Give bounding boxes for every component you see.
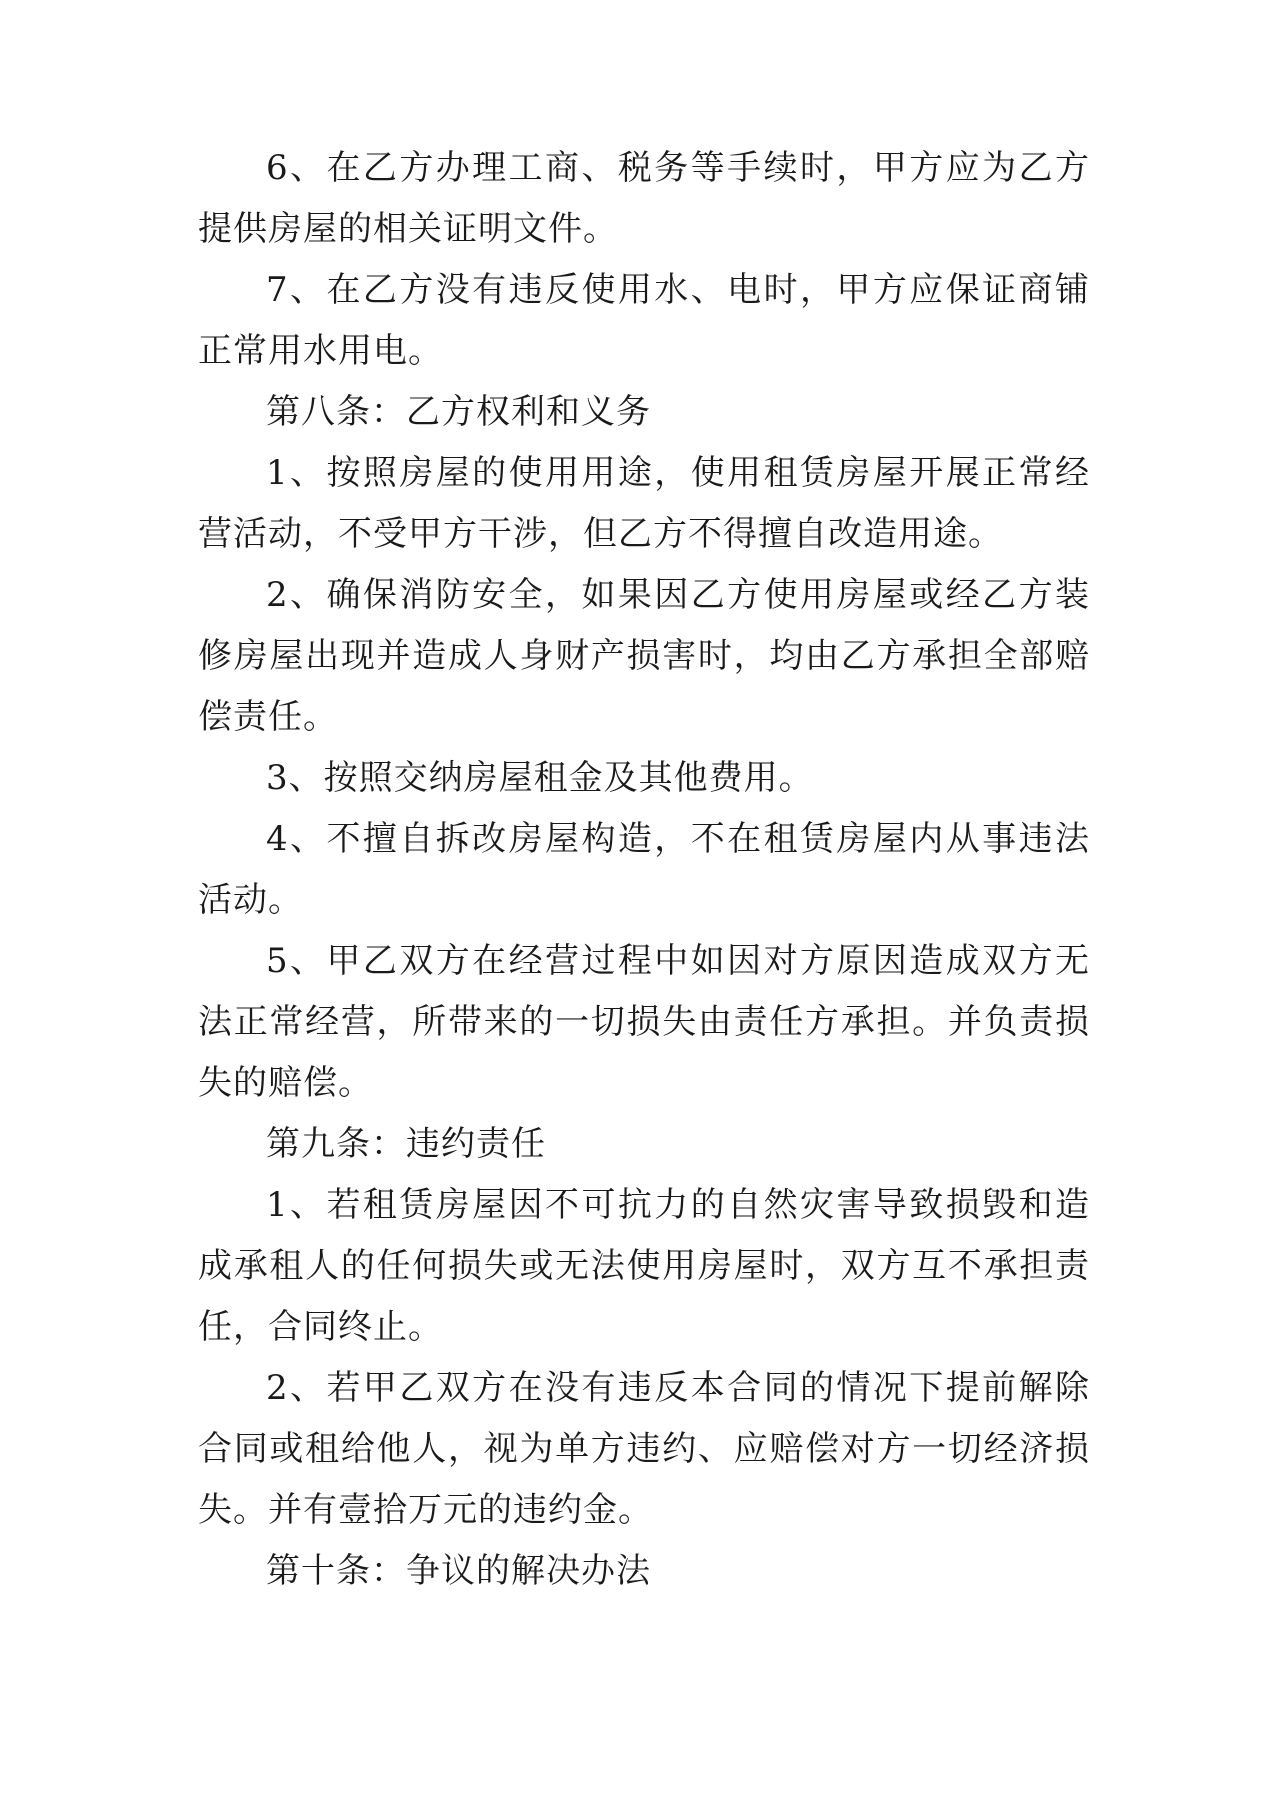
clause-9-item-2: 2、若甲乙双方在没有违反本合同的情况下提前解除合同或租给他人，视为单方违约、应赔偿对方一切经济损失。并有壹拾万元的违约金。 (198, 1368, 1090, 1530)
article-10-heading: 第十条：争议的解决办法 (266, 1551, 651, 1591)
article-8-heading: 第八条：乙方权利和义务 (266, 392, 651, 432)
article-9-heading: 第九条：违约责任 (266, 1124, 546, 1164)
clause-9-item-1: 1、若租赁房屋因不可抗力的自然灾害导致损毁和造成承租人的任何损失或无法使用房屋时，双方互不承担责任，合同终止。 (198, 1185, 1090, 1347)
clause-8-item-2: 2、确保消防安全，如果因乙方使用房屋或经乙方装修房屋出现并造成人身财产损害时，均由乙方承担全部赔偿责任。 (198, 575, 1090, 737)
clause-8-item-1: 1、按照房屋的使用用途，使用租赁房屋开展正常经营活动，不受甲方干涉，但乙方不得擅自改造用途。 (198, 453, 1090, 554)
clause-8-item-3: 3、按照交纳房屋租金及其他费用。 (266, 758, 814, 798)
clause-8-item-4: 4、不擅自拆改房屋构造，不在租赁房屋内从事违法活动。 (198, 819, 1090, 920)
clause-7-item-6: 6、在乙方办理工商、税务等手续时，甲方应为乙方提供房屋的相关证明文件。 (198, 148, 1090, 249)
document-body (198, 138, 1090, 1602)
clause-7-item-7: 7、在乙方没有违反使用水、电时，甲方应保证商铺正常用水用电。 (198, 270, 1090, 371)
clause-8-item-5: 5、甲乙双方在经营过程中如因对方原因造成双方无法正常经营，所带来的一切损失由责任方承担。并负责损失的赔偿。 (198, 941, 1090, 1103)
